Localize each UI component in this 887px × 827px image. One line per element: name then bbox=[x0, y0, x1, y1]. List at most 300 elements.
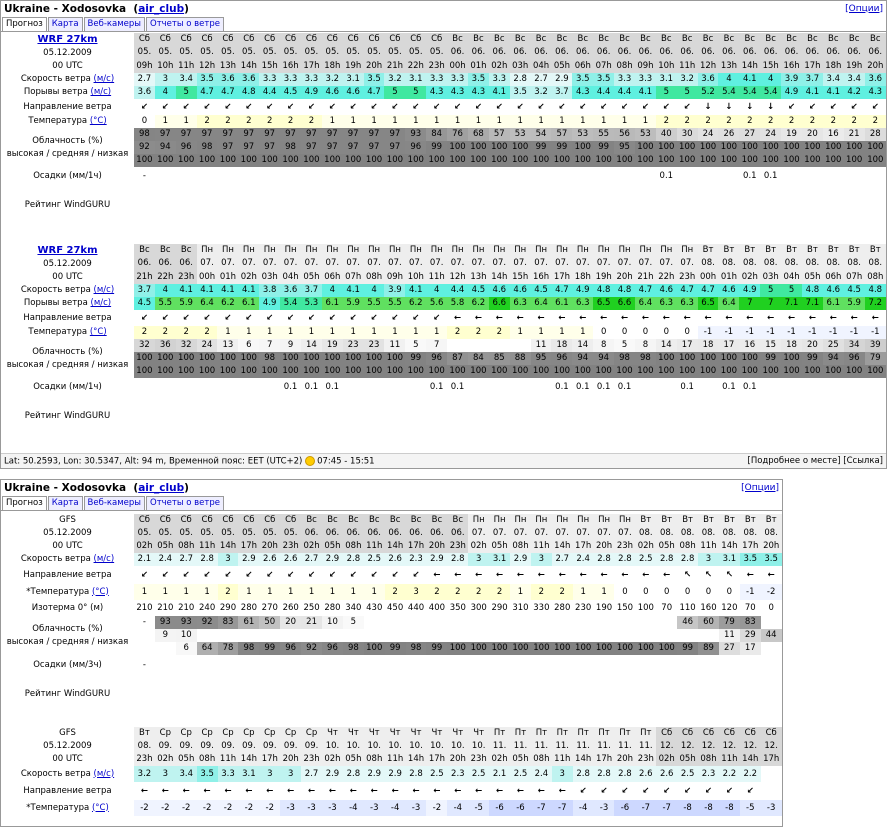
dir-cell: ↙ bbox=[328, 101, 336, 112]
gust-cell: 4.7 bbox=[364, 86, 385, 99]
day-cell: Вт bbox=[760, 244, 781, 257]
gust-unit-link[interactable]: (м/с) bbox=[90, 298, 112, 308]
date-cell: 05. bbox=[301, 46, 322, 59]
hour-cell: 04h bbox=[531, 60, 552, 73]
day-cell: Сб bbox=[134, 33, 155, 46]
temp-cell: 1 bbox=[510, 326, 531, 339]
more-info-link[interactable]: [Подробнее о месте] bbox=[747, 456, 841, 466]
cloudH-cell: 23 bbox=[364, 339, 385, 352]
row-gust bbox=[1, 297, 886, 310]
speed-cell: 4.1 bbox=[343, 284, 364, 297]
cloudM-cell: 100 bbox=[698, 141, 719, 154]
cloudL-cell: 98 bbox=[343, 642, 364, 655]
row-rating bbox=[1, 185, 886, 225]
temp-cell: -2 bbox=[259, 800, 280, 816]
precip-cell bbox=[176, 167, 197, 185]
dir-cell: ↙ bbox=[516, 101, 524, 112]
speed-cell: 4 bbox=[364, 284, 385, 297]
day-cell: Вс bbox=[760, 33, 781, 46]
row-label-iso bbox=[1, 600, 134, 616]
temp-cell: 3 bbox=[406, 584, 427, 600]
speed-cell: 4.1 bbox=[197, 284, 218, 297]
temp-label: Температура bbox=[28, 327, 88, 337]
temp-cell: 1 bbox=[343, 584, 364, 600]
precip-cell bbox=[593, 167, 614, 185]
precip-cell: 0.1 bbox=[450, 381, 465, 392]
speed-cell: 2.7 bbox=[552, 553, 573, 566]
precip-cell bbox=[489, 378, 510, 396]
hour-cell: 00h bbox=[197, 271, 218, 284]
speed-cell: 4.6 bbox=[656, 284, 677, 297]
precip-cell bbox=[698, 167, 719, 185]
cloudH-cell: 24 bbox=[698, 128, 719, 141]
row-label-rating bbox=[1, 396, 134, 436]
dir-cell: ↙ bbox=[370, 101, 378, 112]
model-link[interactable]: WRF 27km bbox=[37, 34, 98, 45]
cloudM-cell bbox=[197, 629, 218, 642]
club-link[interactable]: air_club bbox=[138, 2, 185, 15]
speed-cell: 3.1 bbox=[656, 73, 677, 86]
speed-cell: 2.5 bbox=[677, 766, 698, 782]
precip-cell bbox=[447, 655, 468, 675]
cloudM-cell: 100 bbox=[802, 141, 823, 154]
hour-cell: 14h bbox=[740, 753, 761, 766]
iso-cell: 230 bbox=[575, 602, 592, 613]
dir-cell: ↓ bbox=[725, 101, 733, 112]
tab-reports[interactable]: Отчеты о ветре bbox=[146, 496, 224, 510]
temp-cell: 1 bbox=[614, 115, 635, 128]
cloudM-cell bbox=[447, 629, 468, 642]
cloudH-cell: 97 bbox=[217, 128, 238, 141]
day-cell: Пт bbox=[552, 727, 573, 740]
gust-cell: 5 bbox=[656, 86, 677, 99]
day-cell: Ср bbox=[197, 727, 218, 740]
dir-label: Направление ветра bbox=[23, 785, 112, 796]
day-cell: Вс bbox=[551, 33, 572, 46]
options-link[interactable]: [Опции] bbox=[845, 3, 883, 14]
cloudM-cell: 100 bbox=[718, 352, 739, 365]
cloudM-cell bbox=[426, 629, 447, 642]
cloudM-cell: 100 bbox=[677, 352, 698, 365]
precip-cell bbox=[405, 378, 426, 396]
dir-cell: ↙ bbox=[683, 101, 691, 112]
row-iso bbox=[1, 600, 782, 616]
row-label-temp bbox=[1, 800, 134, 816]
options-link[interactable]: [Опции] bbox=[741, 482, 779, 493]
day-cell: Сб bbox=[656, 727, 677, 740]
speed-unit-link[interactable]: (м/с) bbox=[93, 74, 115, 84]
speed-unit-link[interactable]: (м/с) bbox=[93, 768, 115, 779]
speed-cell: 2.8 bbox=[197, 553, 218, 566]
tab-map[interactable]: Карта bbox=[48, 496, 83, 510]
tab-map[interactable]: Карта bbox=[48, 17, 83, 31]
cloudM-cell: 85 bbox=[489, 352, 510, 365]
date-cell: 08. bbox=[740, 527, 761, 540]
precip-cell bbox=[844, 167, 865, 185]
cloudH-cell bbox=[531, 616, 552, 629]
cloudH-cell: 6 bbox=[238, 339, 259, 352]
speed-cell: 3.6 bbox=[865, 73, 886, 86]
temp-cell: -1 bbox=[739, 326, 760, 339]
date-cell: 08. bbox=[656, 527, 677, 540]
temp-cell: -6 bbox=[510, 800, 531, 816]
temp-cell: -1 bbox=[760, 326, 781, 339]
sun-times: 07:45 - 15:51 bbox=[317, 456, 375, 467]
hour-cell: 14h bbox=[739, 60, 760, 73]
speed-cell: 2.8 bbox=[614, 553, 635, 566]
speed-cell: 3.1 bbox=[489, 553, 510, 566]
temp-cell: 2 bbox=[468, 326, 489, 339]
precip-cell: 0.1 bbox=[763, 170, 778, 181]
speed-cell: 3.3 bbox=[301, 73, 322, 86]
cloudH-cell: 9 bbox=[280, 339, 301, 352]
date-cell: 05. bbox=[238, 46, 259, 59]
hour-cell: 09h bbox=[384, 271, 405, 284]
precip-cell: - bbox=[142, 170, 146, 181]
day-cell: Ср bbox=[218, 727, 239, 740]
iso-cell: 270 bbox=[261, 602, 278, 613]
day-cell: Пн bbox=[594, 514, 615, 527]
speed-cell: 2.4 bbox=[573, 553, 594, 566]
day-cell: Сб bbox=[197, 514, 218, 527]
dir-cell: ← bbox=[516, 312, 524, 323]
cloudL-cell: 100 bbox=[739, 365, 760, 378]
temp-cell: -1 bbox=[823, 326, 844, 339]
day-cell: Пт bbox=[635, 727, 656, 740]
temp-cell: -1 bbox=[698, 326, 719, 339]
dir-cell: ↙ bbox=[620, 101, 629, 112]
hour-cell: 11h bbox=[426, 271, 447, 284]
temp-cell: 2 bbox=[238, 115, 259, 128]
cloudL-cell: 100 bbox=[573, 642, 594, 655]
temp-cell: -8 bbox=[719, 800, 740, 816]
day-cell: Сб bbox=[238, 514, 259, 527]
day-cell: Вс bbox=[489, 33, 510, 46]
date-cell: 08. bbox=[802, 257, 823, 270]
date-cell: 05. bbox=[155, 527, 176, 540]
dir-cell: ↓ bbox=[704, 101, 712, 112]
cloudL-cell bbox=[761, 642, 782, 655]
temp-cell: -2 bbox=[155, 800, 176, 816]
gust-cell: 7.1 bbox=[802, 297, 823, 310]
temp-cell: 1 bbox=[322, 584, 343, 600]
precip-cell bbox=[176, 655, 197, 675]
tab-webcams[interactable]: Веб-камеры bbox=[84, 17, 145, 31]
speed-cell: 4.7 bbox=[551, 284, 572, 297]
hour-cell: 14h bbox=[238, 753, 259, 766]
date-cell: 07. bbox=[259, 257, 280, 270]
day-cell: Сб bbox=[426, 33, 447, 46]
speed-cell bbox=[761, 766, 782, 782]
dir-cell: ← bbox=[600, 312, 608, 323]
date-cell: 05. bbox=[343, 46, 364, 59]
dir-cell bbox=[761, 782, 782, 800]
cloudL-cell: 17 bbox=[740, 642, 761, 655]
day-cell: Сб bbox=[343, 33, 364, 46]
cloudL-cell: 100 bbox=[635, 642, 656, 655]
cloudL-cell: 100 bbox=[572, 365, 593, 378]
precip-cell: - bbox=[142, 659, 146, 670]
hour-cell: 05h bbox=[656, 540, 677, 553]
speed-cell: 2.9 bbox=[510, 553, 531, 566]
hour-cell: 23h bbox=[447, 540, 468, 553]
hour-cell: 05h bbox=[802, 271, 823, 284]
cloudM-cell bbox=[698, 629, 719, 642]
cloudL-cell: 100 bbox=[447, 365, 468, 378]
cloud-label: Облачность (%) bbox=[32, 135, 103, 146]
cloudM-cell: 100 bbox=[656, 141, 677, 154]
tab-reports[interactable]: Отчеты о ветре bbox=[146, 17, 224, 31]
speed-cell: 2.8 bbox=[510, 73, 531, 86]
dir-cell: ← bbox=[496, 785, 504, 796]
speed-cell: 3.4 bbox=[844, 73, 865, 86]
speed-cell: 2.7 bbox=[134, 73, 155, 86]
hour-cell: 05h bbox=[176, 753, 197, 766]
speed-cell: 2.9 bbox=[322, 766, 343, 782]
date-cell: 06. bbox=[614, 46, 635, 59]
row-precip bbox=[1, 167, 886, 185]
cloudM-cell: 44 bbox=[761, 629, 782, 642]
cloudH-cell: 20 bbox=[280, 616, 301, 629]
day-cell: Чт bbox=[468, 727, 489, 740]
cloudH-cell: - bbox=[134, 616, 155, 629]
precip-cell bbox=[343, 655, 364, 675]
iso-cell: 340 bbox=[345, 602, 362, 613]
tab-forecast[interactable]: Прогноз bbox=[2, 17, 47, 31]
hour-cell: 13h bbox=[217, 60, 238, 73]
precip-cell bbox=[802, 167, 823, 185]
temp-unit-link[interactable]: (°C) bbox=[89, 327, 107, 337]
hour-cell: 23h bbox=[176, 271, 197, 284]
day-cell: Вт bbox=[134, 727, 155, 740]
day-cell: Вс bbox=[614, 33, 635, 46]
day-cell: Вс bbox=[406, 514, 427, 527]
speed-cell: 2.7 bbox=[301, 553, 322, 566]
gust-cell: 6.4 bbox=[531, 297, 552, 310]
cloudL-cell: 100 bbox=[802, 365, 823, 378]
hour-cell: 11h bbox=[364, 540, 385, 553]
cloudH-cell: 97 bbox=[155, 128, 176, 141]
speed-cell: 4.7 bbox=[698, 284, 719, 297]
hour-cell: 23h bbox=[614, 540, 635, 553]
precip-cell bbox=[238, 167, 259, 185]
hour-cell: 17h bbox=[301, 60, 322, 73]
hour-cell: 11h bbox=[698, 540, 719, 553]
permalink[interactable]: [Ссылка] bbox=[843, 456, 883, 466]
dir-cell: ← bbox=[767, 312, 775, 323]
cloud-sub-label: высокая / средняя / низкая bbox=[6, 359, 129, 370]
date-cell: 09. bbox=[301, 740, 322, 753]
cloudH-cell: 26 bbox=[718, 128, 739, 141]
cloudH-cell: 97 bbox=[280, 128, 301, 141]
cloudL-cell: 100 bbox=[718, 365, 739, 378]
tab-webcams[interactable]: Веб-камеры bbox=[84, 496, 145, 510]
cloudM-cell: 100 bbox=[468, 141, 489, 154]
row-label-precip bbox=[1, 378, 134, 396]
hour-cell: 17h bbox=[551, 271, 572, 284]
day-cell: Вт bbox=[740, 514, 761, 527]
row-label-cloudH bbox=[1, 128, 134, 167]
cloudM-cell bbox=[322, 629, 343, 642]
hour-cell: 17h bbox=[406, 540, 427, 553]
hour-cell: 14h bbox=[573, 753, 594, 766]
precip-cell bbox=[510, 655, 531, 675]
precip-cell bbox=[217, 167, 238, 185]
iso-label: Изотерма 0° (м) bbox=[31, 602, 104, 613]
dir-cell: ← bbox=[266, 785, 274, 796]
tab-forecast[interactable]: Прогноз bbox=[2, 496, 47, 510]
dir-cell: ↙ bbox=[203, 101, 211, 112]
iso-cell: 150 bbox=[616, 602, 634, 613]
gust-cell: 7 bbox=[739, 297, 760, 310]
hour-cell: 19h bbox=[343, 60, 364, 73]
date-cell: 07. bbox=[468, 257, 489, 270]
cloudM-cell: 100 bbox=[844, 141, 865, 154]
dir-cell: ↙ bbox=[349, 569, 357, 580]
dir-cell: ← bbox=[224, 785, 232, 796]
iso-cell: 280 bbox=[324, 602, 341, 613]
gust-cell: 5.9 bbox=[343, 297, 364, 310]
temp-unit-link[interactable]: (°C) bbox=[89, 116, 107, 126]
speed-cell: 3.6 bbox=[280, 284, 301, 297]
precip-label: Осадки (мм/1ч) bbox=[33, 381, 102, 392]
temp-cell: -1 bbox=[865, 326, 886, 339]
temp-unit-link[interactable]: (°C) bbox=[91, 802, 109, 813]
day-cell: Пн bbox=[572, 244, 593, 257]
dir-cell: ↙ bbox=[725, 785, 733, 796]
cloudM-cell: 94 bbox=[572, 352, 593, 365]
cloudL-cell: 100 bbox=[468, 154, 489, 167]
iso-cell: 280 bbox=[554, 602, 571, 613]
hour-cell: 10h bbox=[405, 271, 426, 284]
cloudM-cell: 99 bbox=[531, 141, 552, 154]
day-cell: Сб bbox=[155, 33, 176, 46]
gust-cell: 4.5 bbox=[280, 86, 301, 99]
hour-cell: 01h bbox=[468, 60, 489, 73]
date-cell: 07. bbox=[280, 257, 301, 270]
speed-cell: 2.5 bbox=[510, 766, 531, 782]
dir-cell: ↙ bbox=[266, 569, 274, 580]
iso-cell: 100 bbox=[637, 602, 654, 613]
dir-label: Направление ветра bbox=[23, 101, 112, 112]
iso-cell: 210 bbox=[157, 602, 174, 613]
dir-cell: ← bbox=[662, 312, 670, 323]
cloudH-cell: 60 bbox=[698, 616, 719, 629]
cloudH-cell: 68 bbox=[468, 128, 489, 141]
temp-cell: 1 bbox=[551, 115, 572, 128]
iso-cell: 260 bbox=[282, 602, 299, 613]
temp-cell: 0 bbox=[614, 326, 635, 339]
model-link[interactable]: WRF 27km bbox=[37, 245, 98, 256]
cloudM-cell bbox=[238, 629, 259, 642]
row-dir bbox=[1, 782, 782, 800]
gust-cell: 6.1 bbox=[238, 297, 259, 310]
speed-unit-link[interactable]: (м/с) bbox=[93, 554, 115, 564]
speed-cell: 3.5 bbox=[364, 73, 385, 86]
cloudL-cell: 100 bbox=[364, 642, 385, 655]
gust-cell: 4.1 bbox=[489, 86, 510, 99]
hour-cell: 23h bbox=[301, 753, 322, 766]
hour-cell: 08h bbox=[197, 753, 218, 766]
cloudH-cell: 18 bbox=[551, 339, 572, 352]
temp-cell: 1 bbox=[489, 115, 510, 128]
cloudL-cell: 100 bbox=[531, 154, 552, 167]
cloudL-cell: 100 bbox=[468, 365, 489, 378]
spot-title: Ukraine - Xodosovka (air_club) bbox=[4, 2, 189, 15]
day-cell: Чт bbox=[364, 727, 385, 740]
date-cell: 11. bbox=[635, 740, 656, 753]
date-cell: 06. bbox=[510, 46, 531, 59]
temp-cell: -3 bbox=[301, 800, 322, 816]
day-cell: Сб bbox=[364, 33, 385, 46]
hour-cell: 10h bbox=[656, 60, 677, 73]
day-cell: Вт bbox=[802, 244, 823, 257]
speed-unit-link[interactable]: (м/с) bbox=[93, 285, 115, 295]
temp-cell: 2 bbox=[301, 115, 322, 128]
gust-cell: 6.4 bbox=[635, 297, 656, 310]
row-label-dir bbox=[1, 310, 134, 326]
date-cell: 05. bbox=[197, 46, 218, 59]
dir-cell: ↙ bbox=[328, 312, 336, 323]
rating-label: Рейтинг WindGURU bbox=[24, 410, 111, 421]
temp-cell: 1 bbox=[238, 326, 259, 339]
row-speed bbox=[1, 553, 782, 566]
day-cell: Пн bbox=[364, 244, 385, 257]
speed-cell: 3.3 bbox=[635, 73, 656, 86]
cloudM-cell: 98 bbox=[259, 352, 280, 365]
gust-cell: 5.2 bbox=[698, 86, 719, 99]
dir-cell: ↙ bbox=[161, 312, 169, 323]
day-cell: Чт bbox=[385, 727, 406, 740]
dir-cell: ↙ bbox=[140, 569, 148, 580]
temp-cell: 1 bbox=[280, 584, 301, 600]
cloudL-cell: 100 bbox=[656, 365, 677, 378]
cloudH-cell: 92 bbox=[197, 616, 218, 629]
club-link[interactable]: air_club bbox=[138, 481, 185, 494]
cloudM-cell: 99 bbox=[405, 352, 426, 365]
precip-cell bbox=[197, 655, 218, 675]
speed-cell: 3 bbox=[280, 766, 301, 782]
date-cell: 05. bbox=[238, 527, 259, 540]
run-utc: 00 UTC bbox=[52, 754, 83, 764]
iso-cell: 290 bbox=[491, 602, 508, 613]
gust-cell: 5.4 bbox=[760, 86, 781, 99]
hour-cell: 19h bbox=[844, 60, 865, 73]
cloudL-cell: 100 bbox=[677, 154, 698, 167]
cloudM-cell: 100 bbox=[572, 141, 593, 154]
cloudH-cell: 11 bbox=[531, 339, 552, 352]
gust-cell: 5.4 bbox=[718, 86, 739, 99]
cloudH-cell: 19 bbox=[322, 339, 343, 352]
cloudM-cell: 95 bbox=[614, 141, 635, 154]
dir-cell: ↙ bbox=[286, 312, 295, 323]
iso-cell: 330 bbox=[533, 602, 550, 613]
dir-cell: ↙ bbox=[495, 101, 503, 112]
day-cell: Чт bbox=[426, 727, 447, 740]
gust-unit-link[interactable]: (м/с) bbox=[90, 87, 112, 97]
cloudL-cell: 100 bbox=[134, 365, 155, 378]
cloudH-cell bbox=[594, 616, 615, 629]
date-cell: 05. bbox=[134, 46, 155, 59]
speed-cell: 3 bbox=[259, 766, 280, 782]
hour-cell: 18h bbox=[823, 60, 844, 73]
date-cell: 06. bbox=[572, 46, 593, 59]
cloudH-cell: 16 bbox=[739, 339, 760, 352]
day-cell: Вт bbox=[698, 244, 719, 257]
speed-cell: 5 bbox=[781, 284, 802, 297]
hour-cell: 08h bbox=[531, 753, 552, 766]
temp-unit-link[interactable]: (°C) bbox=[91, 586, 109, 597]
